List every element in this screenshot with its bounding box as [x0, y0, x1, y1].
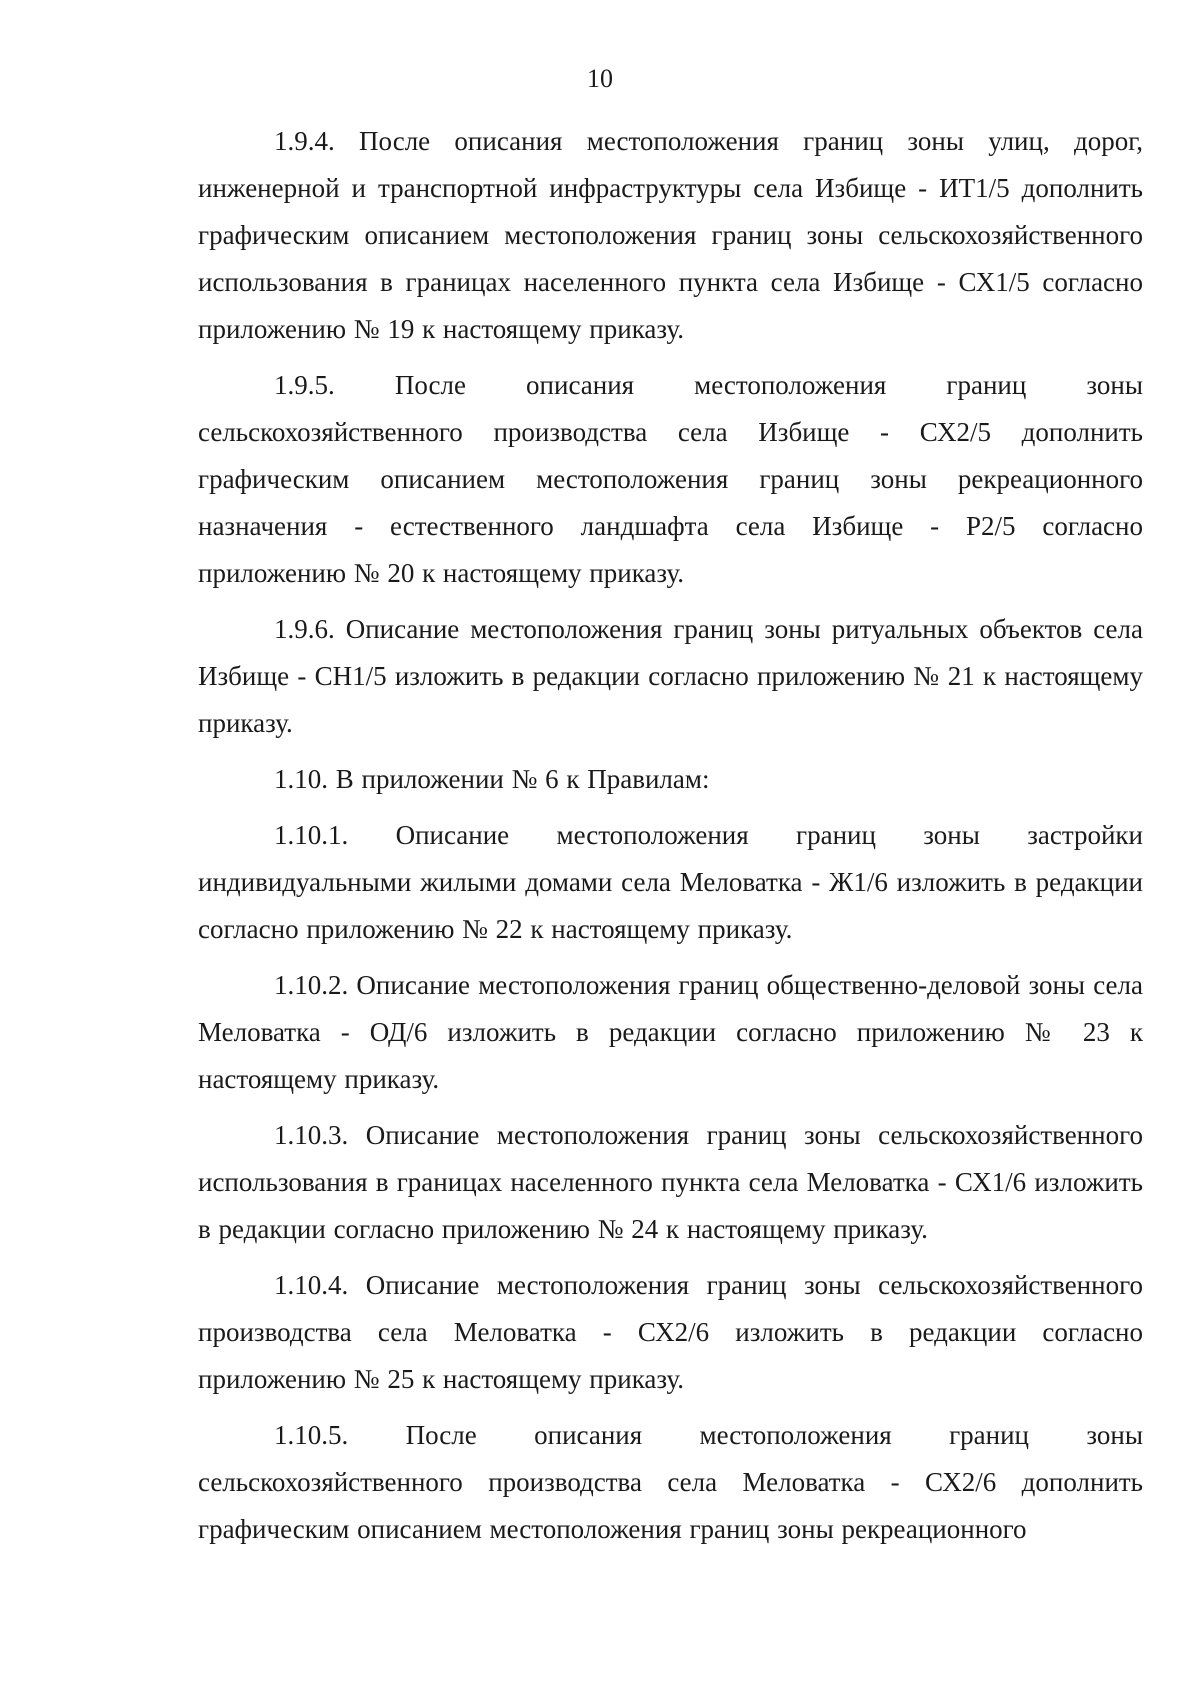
- paragraph-1-10: 1.10. В приложении № 6 к Правилам:: [274, 764, 710, 794]
- paragraph-1-10-2: 1.10.2. Описание местоположения границ общественно-деловой зоны села Меловатка - ОД/6 изложить в редакции согласно приложению № 23 к настоящему приказу.: [198, 970, 1143, 1094]
- paragraph-1-10-4: 1.10.4. Описание местоположения границ зоны сельскохозяйственного производства села Меловатка - СХ2/6 изложить в редакции согласно приложению № 25 к настоящему приказу.: [198, 1270, 1143, 1394]
- page-number: 10: [587, 64, 613, 93]
- paragraph-1-10-3: 1.10.3. Описание местоположения границ зоны сельскохозяйственного использования в границах населенного пункта села Меловатка - СХ1/6 изложить в редакции согласно приложению № 24 к настоящему приказу.: [198, 1120, 1143, 1244]
- paragraph-1-9-5: 1.9.5. После описания местоположения границ зоны сельскохозяйственного производства села Избище - СХ2/5 дополнить графическим описанием местоположения границ зоны рекреационного назначения - естественного ландшафта села Избище - Р2/5 согласно приложению № 20 к настоящему приказу.: [198, 370, 1143, 588]
- paragraph-1-10-1: 1.10.1. Описание местоположения границ зоны застройки индивидуальными жилыми домами села Меловатка - Ж1/6 изложить в редакции согласно приложению № 22 к настоящему приказу.: [198, 820, 1143, 944]
- paragraph-1-10-5: 1.10.5. После описания местоположения границ зоны сельскохозяйственного производства села Меловатка - СХ2/6 дополнить графическим описанием местоположения границ зоны рекреационного: [198, 1420, 1143, 1544]
- document-body: [198, 118, 1143, 1562]
- paragraph-1-9-6: 1.9.6. Описание местоположения границ зоны ритуальных объектов села Избище - СН1/5 изложить в редакции согласно приложению № 21 к настоящему приказу.: [198, 614, 1143, 738]
- paragraph-1-9-4: 1.9.4. После описания местоположения границ зоны улиц, дорог, инженерной и транспортной инфраструктуры села Избище - ИТ1/5 дополнить графическим описанием местоположения границ зоны сельскохозяйственного использования в границах населенного пункта села Избище - СХ1/5 согласно приложению № 19 к настоящему приказу.: [198, 126, 1143, 344]
